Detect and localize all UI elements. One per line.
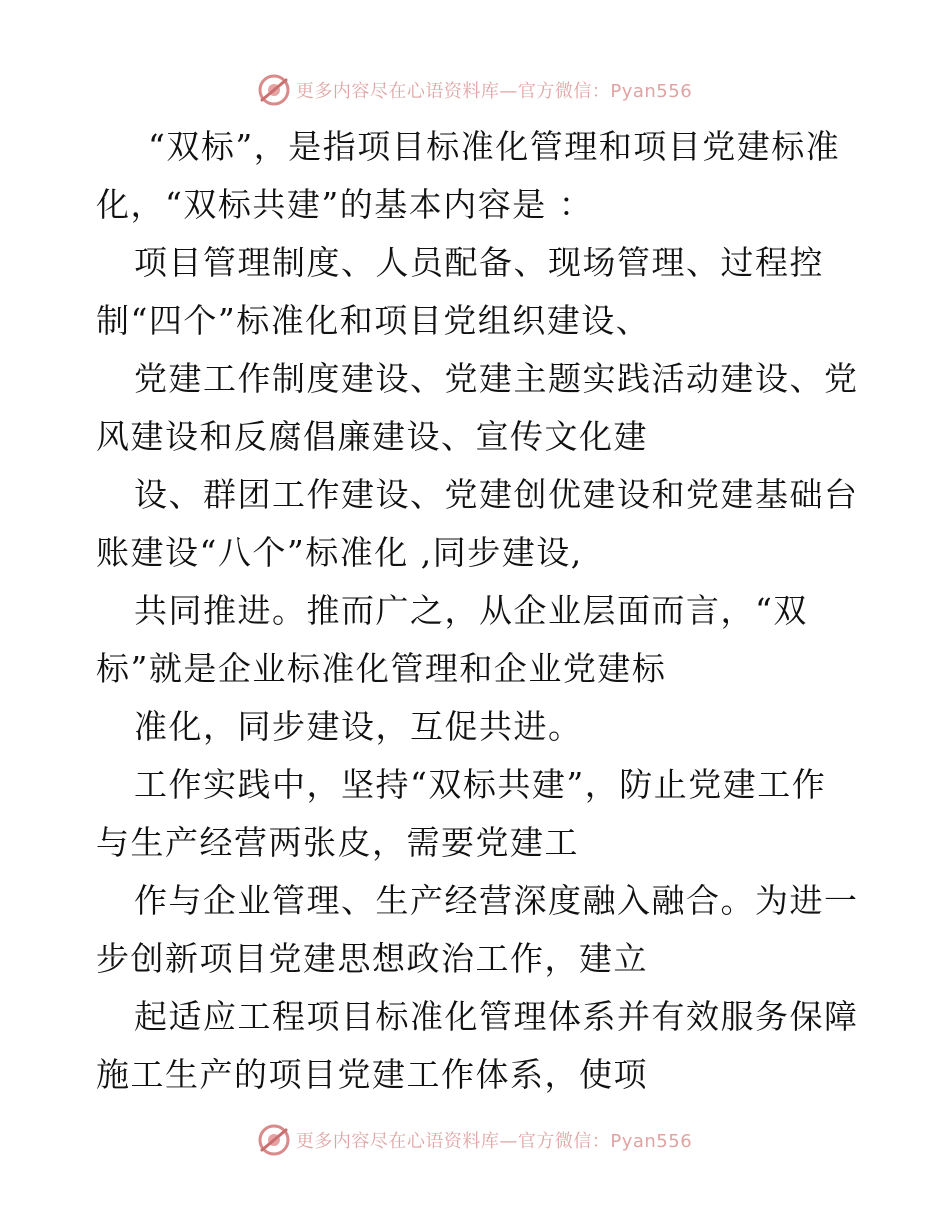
text-line: 共同推进。推而广之，从企业层面而言，“双 [134,591,808,630]
document-body [96,118,859,1104]
header-watermark [0,72,950,108]
text-line: 化，“双标共建”的基本内容是 ： [96,185,594,224]
watermark-text: 更多内容尽在心语资料库—官方微信：Pyan556 [295,81,693,102]
text-line: 施工生产的项目党建工作体系，使项 [96,1055,648,1094]
text-line: 风建设和反腐倡廉建设、宣传文化建 [96,417,648,456]
text-line: 标”就是企业标准化管理和企业党建标 [96,649,667,688]
text-line: 账建设“八个”标准化 ,同步建设, [96,533,583,572]
text-line: 工作实践中，坚持“双标共建”，防止党建工作 [134,765,827,804]
text-line: 作与企业管理、生产经营深度融入融合。为进一 [134,881,859,920]
text-line: 起适应工程项目标准化管理体系并有效服务保障 [134,997,859,1036]
text-line: 项目管理制度、人员配备、现场管理、过程控 [134,243,824,282]
watermark-logo-icon [258,1124,290,1156]
text-line: 准化，同步建设，互促共进。 [134,707,583,746]
text-line: 步创新项目党建思想政治工作，建立 [96,939,648,978]
watermark-text: 更多内容尽在心语资料库—官方微信：Pyan556 [295,1131,693,1152]
watermark-logo-icon [258,74,290,106]
text-line: 制“四个”标准化和项目党组织建设、 [96,301,651,340]
text-line: “双标”，是指项目标准化管理和项目党建标准 [148,127,841,166]
footer-watermark [0,1122,950,1158]
text-line: 党建工作制度建设、党建主题实践活动建设、党 [134,359,859,398]
text-line: 设、群团工作建设、党建创优建设和党建基础台 [134,475,859,514]
text-line: 与生产经营两张皮，需要党建工 [96,823,579,862]
